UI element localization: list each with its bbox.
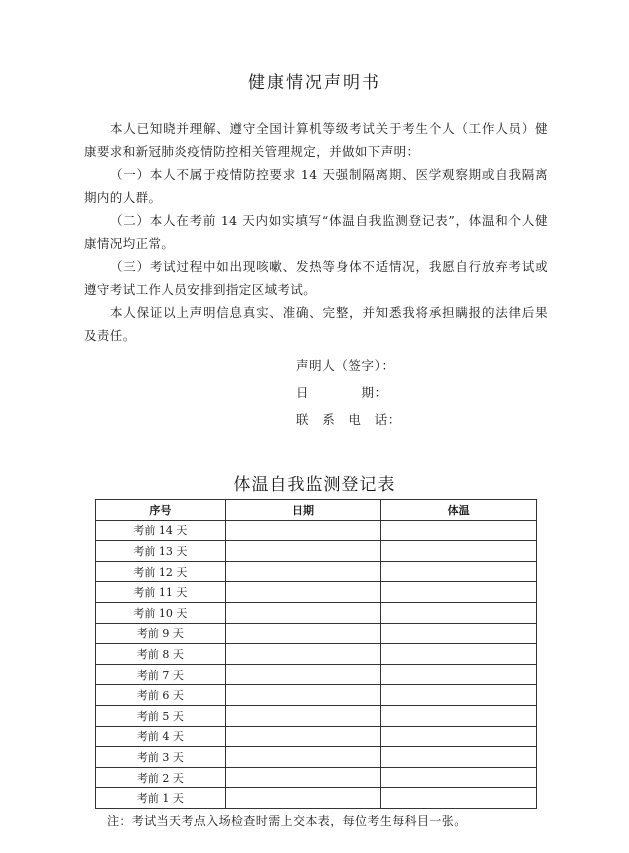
- row-temperature-cell[interactable]: [381, 623, 537, 644]
- declaration-paragraph: 本人保证以上声明信息真实、准确、完整，并知悉我将承担瞒报的法律后果及责任。: [84, 305, 548, 343]
- table-row: [96, 541, 537, 562]
- row-seq-cell: 考前 11 天: [96, 582, 226, 603]
- row-seq-cell: 考前 5 天: [96, 705, 226, 726]
- table-row: [96, 602, 537, 623]
- declaration-paragraph: （二）本人在考前 14 天内如实填写“体温自我监测登记表”，体温和个人健康情况均正常。: [84, 213, 548, 251]
- row-date-cell[interactable]: [225, 747, 381, 768]
- row-seq-cell: 考前 14 天: [96, 520, 226, 541]
- row-temperature-cell[interactable]: [381, 747, 537, 768]
- table-row: [96, 582, 537, 603]
- table-row: [96, 644, 537, 665]
- row-seq-cell: 考前 12 天: [96, 561, 226, 582]
- row-date-cell[interactable]: [225, 602, 381, 623]
- row-date-cell[interactable]: [225, 767, 381, 788]
- row-temperature-cell[interactable]: [381, 767, 537, 788]
- signature-block: [296, 352, 401, 433]
- row-date-cell[interactable]: [225, 520, 381, 541]
- row-date-cell[interactable]: [225, 644, 381, 665]
- row-seq-cell: 考前 9 天: [96, 623, 226, 644]
- row-date-cell[interactable]: [225, 623, 381, 644]
- row-date-cell[interactable]: [225, 664, 381, 685]
- row-seq-cell: 考前 10 天: [96, 602, 226, 623]
- row-temperature-cell[interactable]: [381, 541, 537, 562]
- row-seq-cell: 考前 3 天: [96, 747, 226, 768]
- declaration-title: 健康情况声明书: [248, 73, 381, 93]
- table-body: [96, 520, 537, 808]
- row-date-cell[interactable]: [225, 726, 381, 747]
- row-temperature-cell[interactable]: [381, 705, 537, 726]
- declaration-paragraph: 本人已知晓并理解、遵守全国计算机等级考试关于考生个人（工作人员）健康要求和新冠肺炎疫情防控相关管理规定，并做如下声明：: [84, 121, 548, 159]
- register-note: 注：考试当天考点入场检查时需上交本表，每位考生每科目一张。: [107, 814, 467, 828]
- date-label: 日 期：: [296, 385, 388, 400]
- declaration-body: [84, 117, 548, 347]
- row-temperature-cell[interactable]: [381, 788, 537, 809]
- table-row: [96, 520, 537, 541]
- table-row: [96, 726, 537, 747]
- declaration-paragraph: （三）考试过程中如出现咳嗽、发热等身体不适情况，我愿自行放弃考试或遵守考试工作人员安排到指定区域考试。: [84, 259, 548, 297]
- table-row: [96, 664, 537, 685]
- row-seq-cell: 考前 1 天: [96, 788, 226, 809]
- temperature-register-table: [95, 499, 537, 809]
- row-seq-cell: 考前 13 天: [96, 541, 226, 562]
- row-temperature-cell[interactable]: [381, 644, 537, 665]
- table-row: [96, 623, 537, 644]
- signature-label: 声明人（签字）：: [296, 358, 395, 373]
- header-date: 日期: [225, 500, 381, 521]
- table-row: [96, 788, 537, 809]
- row-temperature-cell[interactable]: [381, 582, 537, 603]
- row-date-cell[interactable]: [225, 788, 381, 809]
- phone-label: 联 系 电 话：: [296, 412, 401, 427]
- header-temperature: 体温: [381, 500, 537, 521]
- row-date-cell[interactable]: [225, 582, 381, 603]
- row-seq-cell: 考前 4 天: [96, 726, 226, 747]
- declaration-paragraph: （一）本人不属于疫情防控要求 14 天强制隔离期、医学观察期或自我隔离期内的人群。: [84, 167, 548, 205]
- table-row: [96, 747, 537, 768]
- row-date-cell[interactable]: [225, 541, 381, 562]
- row-temperature-cell[interactable]: [381, 520, 537, 541]
- row-temperature-cell[interactable]: [381, 561, 537, 582]
- row-temperature-cell[interactable]: [381, 685, 537, 706]
- row-date-cell[interactable]: [225, 685, 381, 706]
- row-seq-cell: 考前 8 天: [96, 644, 226, 665]
- table-row: [96, 767, 537, 788]
- row-seq-cell: 考前 6 天: [96, 685, 226, 706]
- table-row: [96, 705, 537, 726]
- table-row: [96, 685, 537, 706]
- row-temperature-cell[interactable]: [381, 602, 537, 623]
- row-temperature-cell[interactable]: [381, 664, 537, 685]
- row-date-cell[interactable]: [225, 705, 381, 726]
- register-title: 体温自我监测登记表: [233, 475, 396, 495]
- table-row: [96, 561, 537, 582]
- row-seq-cell: 考前 2 天: [96, 767, 226, 788]
- row-date-cell[interactable]: [225, 561, 381, 582]
- row-seq-cell: 考前 7 天: [96, 664, 226, 685]
- table-header-row: [96, 500, 537, 521]
- header-seq: 序号: [96, 500, 226, 521]
- row-temperature-cell[interactable]: [381, 726, 537, 747]
